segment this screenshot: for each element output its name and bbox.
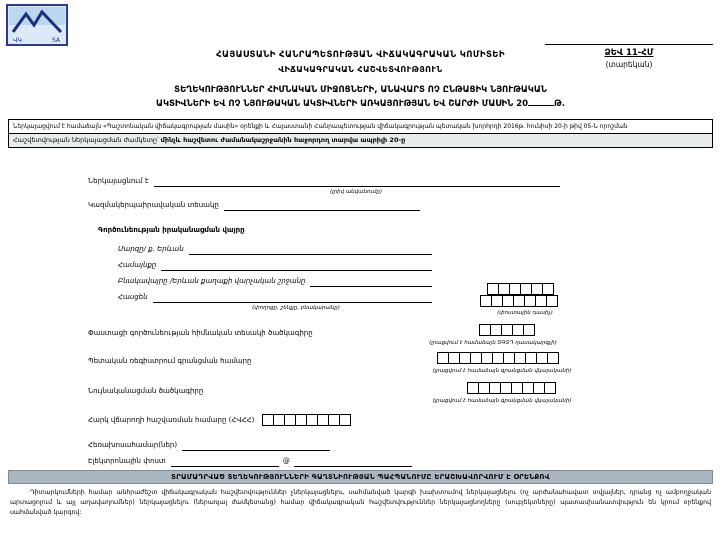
region-row: [118, 244, 432, 255]
id-code-hint: (լրացվում է համաձայն գրանցման վկայականի): [432, 398, 572, 404]
address-label: Հասցեն: [118, 293, 148, 301]
logo-left-letters: ՎԿ: [13, 37, 22, 44]
committee-name: ՀԱՅԱՍՏԱՆԻ ՀԱՆՐԱՊԵՏՈՒԹՅԱՆ ՎԻՃԱԿԱԳՐԱԿԱՆ ԿՈՄԻՏԵԻ: [216, 50, 505, 60]
deadline-bold: մինչև հաշվետու ժամանակաշրջանին հաջորդող տարվա ապրիլի 20-ը: [160, 136, 406, 145]
report-type-title: ՎԻՃԱԿԱԳՐԱԿԱՆ ՀԱՇՎԵՏՎՈՒԹՅՈՒՆ: [278, 65, 443, 74]
register-number-boxes[interactable]: [438, 352, 559, 364]
year-prefix: 20: [516, 99, 529, 109]
register-number-label: Պետական ռեգիստրում գրանցման համարը: [88, 357, 252, 365]
armstat-logo: [6, 4, 68, 46]
tin-row: [88, 414, 351, 426]
deadline-notice: [8, 134, 713, 148]
page-title-line1: ՏԵՂԵԿՈՒԹՅՈՒՆՆԵՐ ՀԻՄՆԱԿԱՆ ՄԻՋՈՑՆԵՐԻ, ԱՆԱՎԱՐՏ ՈՉ ԸՆԹԱՑԻԿ ՆՅՈՒԹԱԿԱՆ: [174, 85, 547, 95]
community-row: [118, 260, 432, 271]
year-suffix: Թ.: [554, 99, 565, 109]
page-title-line2-text: ԱԿՏԻՎՆԵՐԻ ԵՎ ՈՉ ՆՅՈՒԹԱԿԱՆ ԱԿՏԻՎՆԵՐԻ ԱՌԿԱՅՈՒԹՅԱՆ ԵՎ ՇԱՐԺԻ ՄԱՍԻՆ: [156, 99, 514, 109]
mountain-icon: [6, 4, 68, 46]
tin-label: Հարկ վճարողի հաշվառման համարը (ՀՎՀՀ): [88, 416, 255, 424]
tin-boxes[interactable]: [263, 414, 351, 426]
phone-label: Հեռախոսահամար(ներ): [88, 441, 178, 449]
presenter-hint: (լրիվ անվանումը): [329, 189, 382, 195]
id-code-label: Նույնականացման ծածկագիրը: [88, 387, 204, 395]
postal-code-boxes-row1[interactable]: [488, 283, 554, 295]
activity-location-heading: Գործունեության իրականացման վայրը: [98, 226, 245, 234]
org-legal-type-row: [88, 200, 420, 211]
phone-row: [88, 440, 330, 451]
address-row: [118, 292, 432, 303]
activity-code-row: [88, 328, 318, 339]
page-title-line2: [0, 98, 721, 109]
region-label: Մարզը/ ք. Երևան: [118, 245, 184, 253]
presenter-input[interactable]: [154, 177, 560, 187]
address-input[interactable]: [153, 293, 432, 303]
submission-notice: Ներկայացվում է համաձայն «Պաշտոնական վիճակագրության մասին» օրենքի և Հայաստանի Հանրապետության վիճակագրության պետական խորհրդի 2016թ. հունիսի 20-ի թիվ 05-Ն որոշման: [8, 119, 713, 134]
id-code-boxes[interactable]: [468, 382, 556, 394]
email-row: [88, 456, 412, 467]
code-box[interactable]: [339, 414, 351, 426]
confidentiality-banner: ՏՐԱՄԱԴՐՎԱԾ ՏԵՂԵԿՈՒԹՅՈՒՆՆԵՐԻ ԳԱՂՏՆԻՈՒԹՅԱՆ ՊԱՀՊԱՆՈՒՄԸ ԵՐԱՇԽԱՎՈՐՎՈՒՄ Է ՕՐԵՆՔՈՎ: [8, 470, 713, 484]
address-hint: (փողոցը, շենքը, բնակարանը): [252, 305, 340, 311]
region-input[interactable]: [189, 245, 432, 255]
form-code-rule: [545, 44, 713, 45]
settlement-row: [118, 276, 432, 287]
postal-code-boxes-row2[interactable]: [481, 295, 558, 307]
email-domain-input[interactable]: [294, 457, 412, 467]
community-input[interactable]: [161, 261, 432, 271]
activity-code-hint: (լրացվում է համաձայն ՏԳՏԴ դասակարգչի): [429, 340, 557, 346]
form-code: ՁԵՎ 11-ՀՄ: [604, 48, 654, 58]
settlement-label: Բնակավայրը /Երևան քաղաքի վարչական շրջանը: [118, 277, 306, 285]
code-box[interactable]: [523, 324, 535, 336]
phone-input[interactable]: [182, 441, 330, 451]
logo-right-letters: SA: [52, 37, 61, 44]
code-box[interactable]: [547, 352, 559, 364]
email-local-input[interactable]: [171, 457, 279, 467]
org-legal-type-label: Կազմակերպաիրավական տեսակը: [88, 201, 219, 209]
register-number-row: [88, 356, 256, 367]
email-at-sign: @: [282, 457, 290, 465]
code-box[interactable]: [546, 295, 558, 307]
deadline-prefix: Հաշվետվության ներկայացման ժամկետը՝: [13, 136, 159, 145]
org-legal-type-input[interactable]: [224, 201, 420, 211]
postal-code-hint: (փոստային դասիչ): [497, 310, 553, 316]
community-label: Համայնքը: [118, 261, 157, 269]
form-periodicity: (տարեկան): [605, 60, 653, 69]
form-code-block: [545, 44, 713, 69]
register-number-hint: (լրացվում է համաձայն գրանցման վկայականի): [432, 368, 572, 374]
activity-code-boxes[interactable]: [480, 324, 535, 336]
liability-note: Դիտարկումների համար անհրաժեշտ վիճակագրական հաշվետվություններ չներկայացնելու, սահմանված կարգի խախտումով ներկայացնելու (ոչ արժանահավատ տվյալներ, դրանց ոչ ամբողջական արտացոլում և այլ աղավաղումներ) ներկայացնելու (ներառյալ ժամկետանց) համար վիճակագրական հաշվետվություններ ներկայացնողները (սուբյեկտները) պատասխանատվություն են կրում օրենքով սահմանված կարգով:: [10, 489, 711, 516]
code-box[interactable]: [542, 283, 554, 295]
settlement-input[interactable]: [310, 277, 432, 287]
presenter-label: Ներկայացնում է: [88, 177, 149, 185]
activity-code-label: Փաստացի գործունեության հիմնական տեսակի ծածկագիրը: [88, 329, 313, 337]
notice-section: [8, 119, 713, 148]
year-input[interactable]: [528, 98, 554, 106]
code-box[interactable]: [544, 382, 556, 394]
presenter-row: [88, 176, 560, 187]
email-label: Էլեկտրոնային փոստ: [88, 457, 166, 465]
id-code-row: [88, 386, 208, 397]
